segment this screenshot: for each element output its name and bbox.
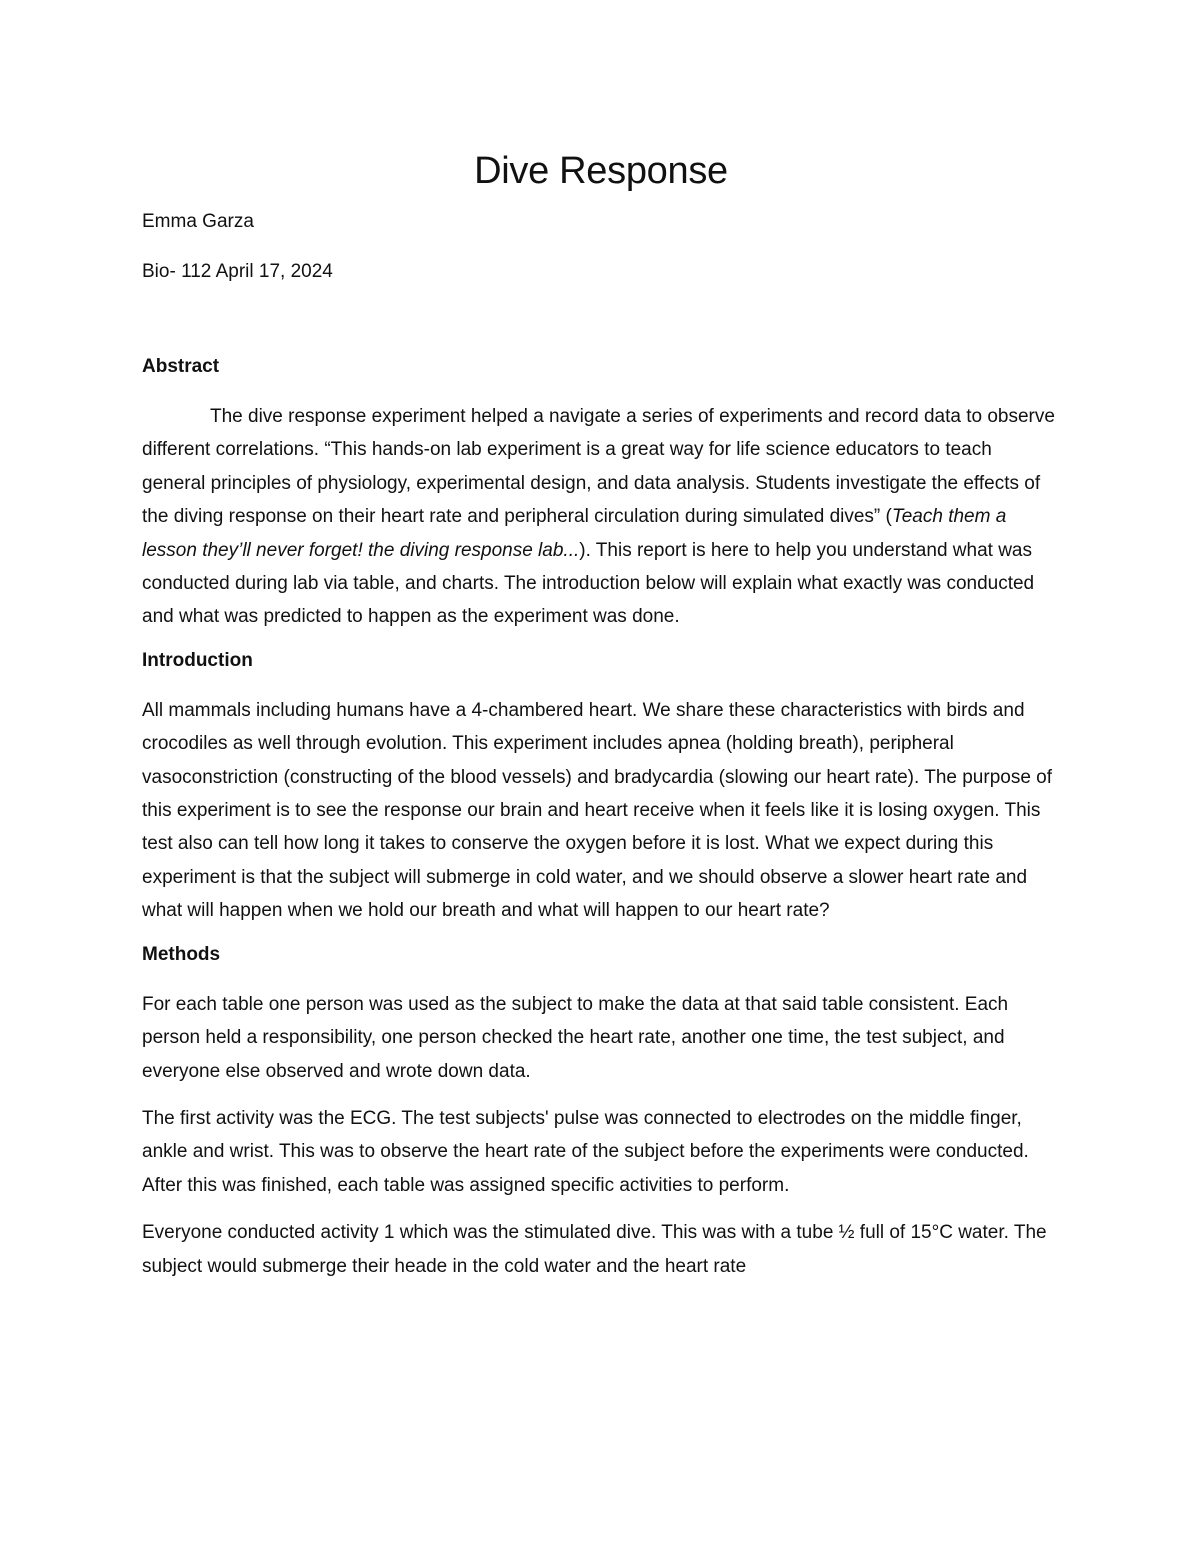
course-date: Bio- 112 April 17, 2024	[142, 261, 333, 282]
abstract-text-end: ). This report is here to help you understand what was conducted during lab via table, and charts. The introduction below will explain what exactly was conducted and what was predicted to happen as the experiment was done.	[142, 539, 1035, 628]
introduction-heading: Introduction	[142, 649, 253, 671]
document-title: Dive Response	[474, 150, 728, 192]
abstract-section	[142, 354, 1060, 634]
document-page	[142, 148, 1060, 1297]
abstract-text: The dive response experiment helped a navigate a series of experiments and record data to observe different correlations. “This hands-on lab experiment is a great way for life science educators to teach general principles of physiology, experimental design, and data analysis. Students investigate the effects of the diving response on their heart rate and peripheral circulation during simulated dives” (	[142, 406, 1055, 528]
abstract-heading: Abstract	[142, 356, 220, 377]
abstract-paragraph	[142, 400, 1060, 634]
methods-section	[142, 942, 1060, 1283]
abstract-citation: Teach them a lesson they’ll never forget! the diving response lab...	[142, 506, 1007, 561]
author-name: Emma Garza	[142, 211, 254, 232]
methods-heading: Methods	[142, 943, 221, 965]
methods-paragraph: For each table one person was used as the subject to make the data at that said table consistent. Each person held a responsibility, one person checked the heart rate, another one time, the test subject, and everyone else observed and wrote down data.	[142, 993, 1009, 1082]
methods-paragraph: The first activity was the ECG. The test subjects' pulse was connected to electrodes on the middle finger, ankle and wrist. This was to observe the heart rate of the subject before the experiments were conducted. After this was finished, each table was assigned specific activities to perform.	[142, 1107, 1029, 1196]
methods-paragraph: Everyone conducted activity 1 which was the stimulated dive. This was with a tube ½ full of 15°C water. The subject would submerge their heade in the cold water and the heart rate	[142, 1222, 1047, 1277]
introduction-paragraph: All mammals including humans have a 4-chambered heart. We share these characteristics with birds and crocodiles as well through evolution. This experiment includes apnea (holding breath), peripheral vasoconstriction (constructing of the blood vessels) and bradycardia (slowing our heart rate). The purpose of this experiment is to see the response our brain and heart receive when it feels like it is losing oxygen. This test also can tell how long it takes to conserve the oxygen before it is lost. What we expect during this experiment is that the subject will submerge in cold water, and we should observe a slower heart rate and what will happen when we hold our breath and what will happen to our heart rate?	[142, 699, 1053, 922]
introduction-section	[142, 648, 1060, 928]
